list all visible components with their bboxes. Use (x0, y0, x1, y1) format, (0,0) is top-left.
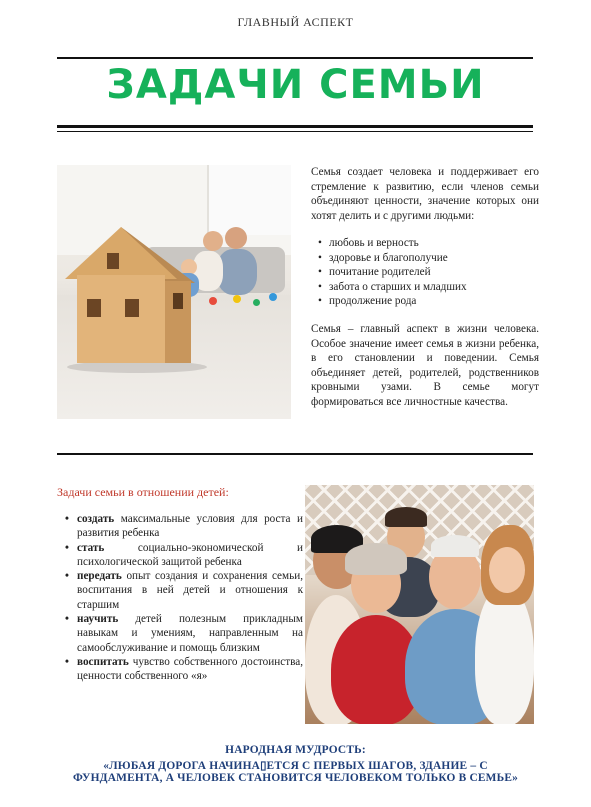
list-item: • забота о старших и младших (329, 280, 557, 295)
list-item: • почитание родителей (329, 265, 557, 280)
task-verb: научить (77, 613, 119, 626)
list-item: • продолжение рода (329, 294, 557, 309)
intro-paragraph: Семья создает человека и поддерживает его стремление к развитию, если членов семьи объединяют ценности, значение которых они хотят делить и с другими людьми: (311, 166, 539, 222)
list-item (77, 569, 303, 612)
wisdom-heading: НАРОДНАЯ МУДРОСТЬ: (225, 744, 366, 756)
title-rule-thick (57, 125, 533, 128)
list-item (77, 612, 303, 655)
task-text: детей полезным прикладным навыкам и умениям, направленным на самообслуживание и помощь близким (77, 613, 303, 654)
list-item: • здоровье и благополучие (329, 251, 557, 266)
header-label: ГЛАВНЫЙ АСПЕКТ (237, 15, 354, 29)
house-family-photo (57, 165, 291, 419)
page-title: ЗАДАЧИ СЕМЬИ (106, 62, 485, 108)
section-divider (57, 453, 533, 455)
family-aspect-paragraph: Семья – главный аспект в жизни человека. Особое значение имеет семья в жизни ребенка, в его становлении и поведении. Семья объединяет детей, родителей, родственников кровными узами. В семье могут формироваться все личностные качества. (311, 323, 539, 408)
family-values-list (311, 236, 557, 309)
tasks-heading: Задачи семьи в отношении детей: (57, 485, 229, 499)
list-item (77, 541, 303, 570)
top-rule (57, 57, 533, 59)
list-item: • любовь и верность (329, 236, 557, 251)
title-rule-thin (57, 131, 533, 132)
task-verb: воспитать (77, 655, 129, 668)
task-text: социально-экономической и психологической защитой ребенка (77, 541, 303, 568)
list-item (77, 655, 303, 684)
task-verb: передать (77, 570, 122, 583)
wisdom-quote-line2: ФУНДАМЕНТА, А ЧЕЛОВЕК СТАНОВИТСЯ ЧЕЛОВЕКОМ ТОЛЬКО В СЕМЬЕ» (72, 772, 519, 784)
tasks-list (57, 512, 303, 684)
task-verb: стать (77, 541, 105, 554)
task-verb: создать (77, 513, 115, 525)
task-text: чувство собственного достоинства, ценности собственного «я» (77, 655, 303, 683)
task-text: опыт создания и сохранения семьи, воспитания в ней детей и отношения к старшим (77, 570, 303, 611)
wisdom-quote-line1: «ЛЮБАЯ ДОРОГА НАЧИНА▯ЕТСЯ С ПЕРВЫХ ШАГОВ, ЗДАНИЕ – С (103, 760, 488, 772)
family-photo (305, 485, 534, 724)
list-item (77, 512, 303, 541)
task-text: максимальные условия для роста и развития ребенка (77, 513, 303, 540)
